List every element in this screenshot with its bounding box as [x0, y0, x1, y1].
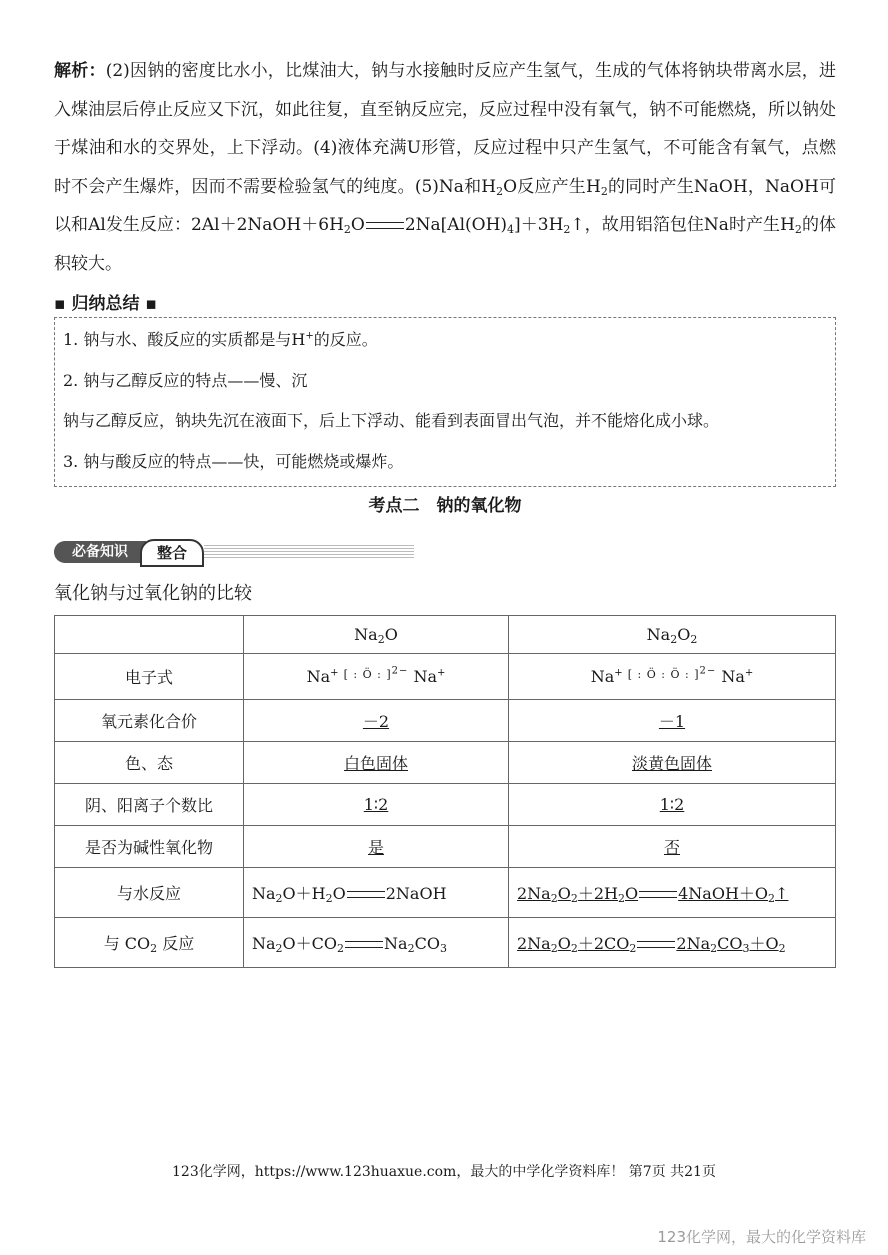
chem: Na	[354, 625, 378, 644]
chem: O	[384, 625, 398, 644]
equals-sign	[366, 222, 404, 229]
table-cell	[244, 784, 509, 826]
row-label: 电子式	[55, 654, 244, 700]
sub: 2	[670, 633, 678, 646]
summary-text: 1. 钠与水、酸反应的实质都是与H	[63, 330, 306, 349]
na2o-water-equation: $Na_2O+H_2O$ 2NaOH	[244, 868, 509, 918]
cell-value: 淡黄色固体	[631, 754, 712, 773]
analysis-text: O反应产生H	[503, 176, 601, 197]
table-cell	[509, 742, 836, 784]
comparison-table	[54, 615, 836, 968]
analysis-text: 2Na[Al(OH)	[404, 215, 508, 235]
summary-box	[54, 317, 836, 487]
summary-item-2-detail: 钠与乙醇反应，钠块先沉在液面下，后上下浮动、能看到表面冒出气泡，并不能熔化成小球。	[63, 411, 720, 430]
sub: 4	[507, 223, 515, 236]
sub: 2	[794, 223, 802, 236]
table-cell	[55, 616, 244, 654]
row-label-text: 反应	[157, 934, 195, 953]
knowledge-banner	[54, 539, 414, 565]
electron-formula-na2o2: Na+ $^{[ : Ö : Ö : ]^{2-}}$ Na+	[509, 654, 836, 700]
cell-value: 是	[367, 838, 384, 857]
table-row	[55, 616, 836, 654]
sub: 2	[343, 223, 351, 236]
analysis-text: ↑，故用铝箔包住Na时产生H	[570, 215, 795, 235]
page-footer: 123化学网，https://www.123huaxue.com，最大的中学化学资料库！ 第7页 共21页	[172, 1164, 716, 1180]
cell-value: 1∶2	[659, 795, 685, 814]
table-cell	[509, 700, 836, 742]
table-header-na2o	[244, 616, 509, 654]
banner-light-label: 整合	[140, 539, 204, 567]
table-row	[55, 742, 836, 784]
summary-item-3: 3. 钠与酸反应的特点——快，可能燃烧或爆炸。	[63, 451, 404, 471]
summary-text: 的反应。	[313, 330, 378, 349]
summary-item-2: 2. 钠与乙醇反应的特点——慢、沉	[63, 370, 308, 390]
cell-value: 白色固体	[343, 754, 408, 773]
analysis-label: 解析：	[54, 61, 106, 81]
table-cell	[244, 700, 509, 742]
banner-dark-label: 必备知识	[54, 541, 146, 563]
electron-formula-na2o: Na+ $^{[ : Ö : ]^{2-}}$ Na+	[244, 654, 509, 700]
analysis-paragraph	[54, 52, 836, 283]
row-label	[55, 918, 244, 968]
sub: 2	[690, 633, 698, 646]
table-row	[55, 918, 836, 968]
analysis-text: 的体积较大。	[54, 215, 836, 274]
cell-value: 否	[663, 838, 680, 857]
chem: Na	[646, 625, 671, 644]
row-label: 氧元素化合价	[55, 700, 244, 742]
table-header-na2o2	[509, 616, 836, 654]
cell-value: 1∶2	[363, 795, 389, 814]
summary-title: ▪ 归纳总结 ▪	[54, 294, 157, 314]
row-label-text: 与 CO	[103, 934, 151, 953]
summary-item-1	[63, 320, 827, 361]
row-label: 阴、阳离子个数比	[55, 784, 244, 826]
sub: 2	[150, 942, 158, 955]
sub: 2	[600, 184, 608, 198]
banner-stripe	[204, 545, 414, 559]
cell-value: －2	[362, 712, 390, 731]
table-row	[55, 784, 836, 826]
na2o2-water-equation: $2Na_2O_2+2H_2O$ $4NaOH+O_2↑$	[509, 868, 836, 918]
row-label: 与水反应	[55, 868, 244, 918]
compare-title: 氧化钠与过氧化钠的比较	[54, 583, 252, 604]
analysis-text: ]＋3H	[514, 215, 564, 235]
chem: O	[677, 625, 691, 644]
analysis-text: O	[350, 215, 365, 235]
row-label: 色、态	[55, 742, 244, 784]
table-row	[55, 826, 836, 868]
table-cell	[509, 784, 836, 826]
sup: +	[305, 330, 314, 342]
na2o2-co2-equation: $2Na_2O_2+2CO_2$ $2Na_2CO_3+O_2$	[509, 918, 836, 968]
table-row	[55, 654, 836, 700]
table-cell	[244, 742, 509, 784]
analysis-text: (2)因钠的密度比水小，比煤油大，钠与水接触时反应产生氢气，生成的气体将钠块带离水层，进入煤油层后停止反应又下沉，如此往复，直至钠反应完，反应过程中没有氧气，钠不可能燃烧，所以钠处于煤油和水的交界处，上下浮动。(4)液体充满U形管，反应过程中只产生氢气，不可能含有氧气，点燃时不会产生爆炸，因而不需要检验氢气的纯度。(5)Na和H	[54, 61, 836, 197]
page-content	[54, 52, 836, 968]
table-row	[55, 700, 836, 742]
table-cell	[244, 826, 509, 868]
sub: 2	[496, 184, 504, 198]
cell-value: －1	[658, 712, 686, 731]
sub: 2	[377, 633, 385, 646]
na2o-co2-equation: $Na_2O+CO_2$ $Na_2CO_3$	[244, 918, 509, 968]
table-row	[55, 868, 836, 918]
sub: 2	[563, 223, 571, 236]
analysis-text: 的同时产生NaOH，NaOH可以和Al发生反应：2Al＋2NaOH＋6H	[54, 176, 837, 235]
section-title: 考点二 钠的氧化物	[368, 496, 522, 516]
table-cell	[509, 826, 836, 868]
watermark: 123化学网，最大的化学资料库	[657, 1228, 866, 1246]
row-label: 是否为碱性氧化物	[55, 826, 244, 868]
